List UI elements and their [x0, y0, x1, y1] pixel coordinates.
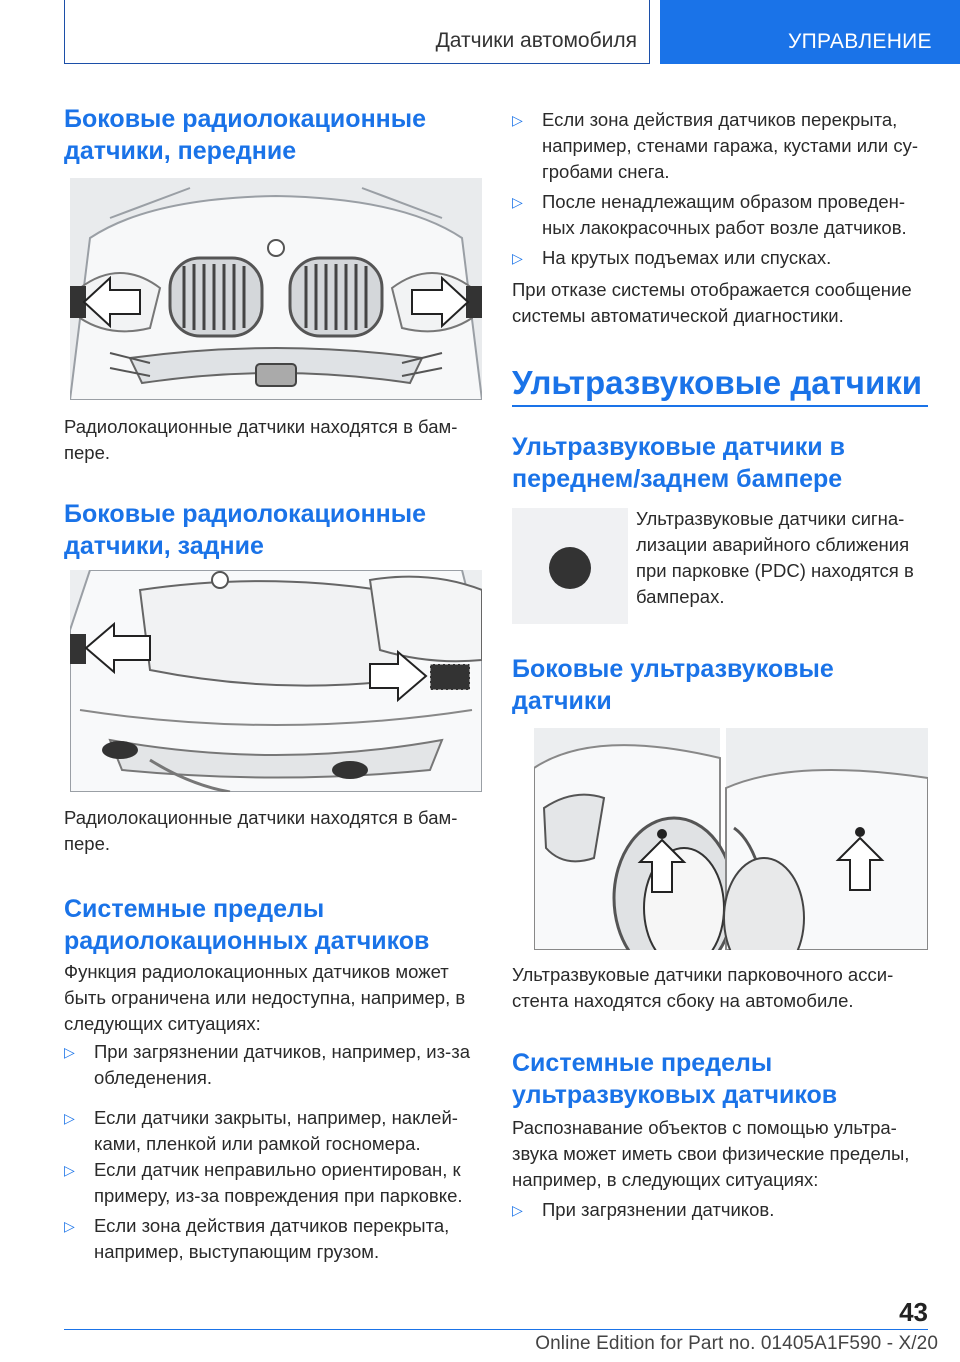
- header-section-box: [64, 0, 650, 64]
- caption-front-radar: Радиолокационные датчики находятся в бампере.: [64, 416, 458, 463]
- list-item-radar-4: ▷ Если зона действия датчиков перекрыта, например, выступающим грузом.: [64, 1215, 450, 1262]
- paragraph-bumper-sensors: Ультразвуковые датчики сигнализации аварийного сближения при парковке (PDC) находятся в бамперах.: [636, 508, 914, 607]
- bullet-icon: ▷: [512, 194, 523, 210]
- caption-side-sensors: Ультразвуковые датчики парковочного ассистента находятся сбоку на автомобиле.: [512, 964, 894, 1011]
- list-item-radar-2: ▷ Если датчики закрыты, например, наклейками, пленкой или рамкой госномера.: [64, 1107, 458, 1154]
- paragraph-radar-limits: Функция радиолокационных датчиков может быть ограничена или недоступна, например, в следующих ситуациях:: [64, 961, 466, 1034]
- bullet-icon: ▷: [512, 1202, 523, 1218]
- list-item-radar-1: ▷ При загрязнении датчиков, например, из-за обледенения.: [64, 1041, 470, 1088]
- figure-pdc-sensor: [512, 508, 628, 624]
- bullet-icon: ▷: [64, 1044, 75, 1060]
- paragraph-failure: При отказе системы отображается сообщение системы автоматической диагностики.: [512, 279, 912, 326]
- header-chapter-box: [660, 0, 960, 64]
- list-item-radar-5: ▷ Если зона действия датчиков перекрыта, например, стенами гаража, кустами или сугробами снега.: [512, 109, 918, 182]
- footer-rule: [64, 1329, 928, 1330]
- heading-bumper-sensors: Ультразвуковые датчики в переднем/заднем бампере: [512, 433, 845, 493]
- heading-front-radar: Боковые радиолокационные датчики, передние: [64, 105, 427, 165]
- heading-ultrasonic: Ультразвуковые датчики: [512, 364, 923, 401]
- heading-rule: [512, 405, 928, 407]
- list-item-radar-3: ▷ Если датчик неправильно ориентирован, к примеру, из-за повреждения при парковке.: [64, 1159, 463, 1206]
- figure-rear-bumper: [70, 570, 482, 792]
- header-chapter-title: УПРАВЛЕНИЕ: [788, 30, 932, 53]
- bullet-icon: ▷: [64, 1162, 75, 1178]
- paragraph-ultrasonic-limits: Распознавание объектов с помощью ультразвука может иметь свои физические пределы, например, в следующих ситуациях:: [512, 1117, 910, 1190]
- figure-side-sensors: [534, 728, 928, 950]
- list-item-radar-7: ▷ На крутых подъемах или спусках.: [512, 245, 928, 271]
- bullet-icon: ▷: [64, 1110, 75, 1126]
- list-item-ultrasonic-1: ▷ При загрязнении датчиков.: [512, 1197, 928, 1223]
- heading-ultrasonic-limits: Системные пределы ультразвуковых датчиков: [512, 1049, 838, 1109]
- footer-edition: Online Edition for Part no. 01405A1F590 - X/20: [535, 1333, 938, 1354]
- list-item-radar-6: ▷ После ненадлежащим образом проведенных лакокрасочных работ возле датчиков.: [512, 191, 907, 238]
- bullet-icon: ▷: [64, 1218, 75, 1234]
- header-section-title: Датчики автомобиля: [435, 29, 637, 52]
- caption-rear-radar: Радиолокационные датчики находятся в бампере.: [64, 807, 458, 854]
- bullet-icon: ▷: [512, 112, 523, 128]
- heading-radar-limits: Системные пределы радиолокационных датчиков: [64, 895, 430, 955]
- figure-front-bumper: [70, 178, 482, 400]
- bullet-icon: ▷: [512, 250, 523, 266]
- page-number: 43: [899, 1297, 928, 1327]
- sensor-dot-icon: [549, 547, 591, 589]
- heading-side-sensors: Боковые ультразвуковые датчики: [512, 655, 834, 715]
- heading-rear-radar: Боковые радиолокационные датчики, задние: [64, 500, 427, 560]
